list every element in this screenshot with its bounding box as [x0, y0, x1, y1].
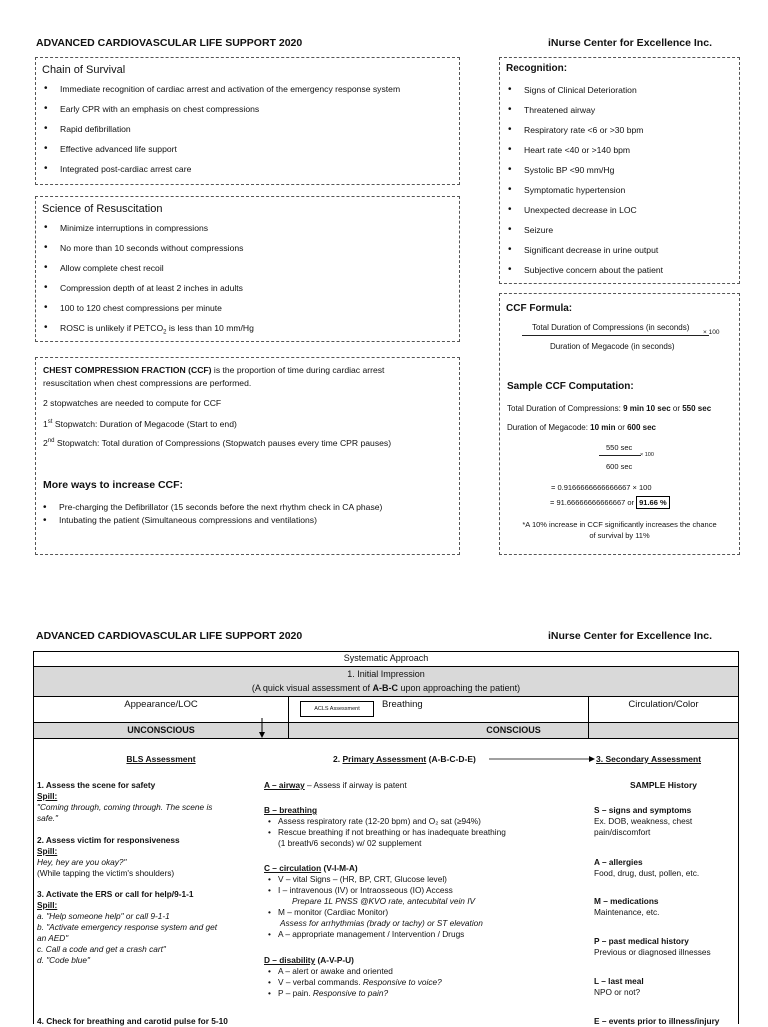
circulation-post: (V-I-M-A)	[321, 863, 358, 873]
sample-a-l1: Food, drug, dust, pollen, etc.	[594, 868, 700, 878]
circulation-v-text: V – vital Signs – (HR, BP, CRT, Glucose level)	[278, 874, 447, 884]
ccf-def-bold: CHEST COMPRESSION FRACTION (CCF)	[43, 365, 212, 375]
rosc-text-pre: ROSC is unlikely if PETCO	[60, 323, 164, 333]
page1-header-right: iNurse Center for Excellence Inc.	[548, 37, 712, 49]
list-item: • Pre-charging the Defibrillator (15 seconds before the next rhythm check in CA phase)	[35, 501, 382, 514]
circulation-item-m-note: Assess for arrhythmias (brady or tachy) or ST elevation	[280, 918, 483, 928]
sub-post: upon approaching the patient)	[397, 683, 521, 693]
spill-label: Spill:	[37, 900, 58, 910]
sample-l-l1: NPO or not?	[594, 987, 641, 997]
disability-post: (A-V-P-U)	[315, 955, 354, 965]
list-item: • Threatened airway	[500, 100, 739, 120]
note-line1: *A 10% increase in CCF significantly increases the chance	[522, 520, 717, 529]
sw1-sup: st	[47, 419, 53, 426]
sample-s-title: S – signs and symptoms	[594, 805, 692, 815]
sample-history-title: SAMPLE History	[629, 780, 698, 790]
sample-s-l1: Ex. DOB, weakness, chest	[594, 816, 693, 826]
bls-step4-title: 4. Check for breathing and carotid pulse for 5-10	[37, 1016, 228, 1026]
list-item: • Rapid defibrillation	[36, 119, 459, 139]
total-or: or	[670, 404, 683, 413]
bls-step1-l2: safe."	[37, 813, 58, 823]
unconscious-label: UNCONSCIOUS	[127, 725, 195, 735]
circulation-item-m: • M – monitor (Cardiac Monitor)	[268, 907, 389, 917]
list-item: • Symptomatic hypertension	[500, 180, 739, 200]
circulation-i-text: I – intravenous (IV) or Intraosseous (IO) Access	[278, 885, 453, 895]
list-item: • Signs of Clinical Deterioration	[500, 80, 739, 100]
table-title: Systematic Approach	[343, 653, 429, 663]
circulation-label: C – circulation	[264, 863, 322, 873]
total-val: 9 min 10 sec	[623, 404, 671, 413]
science-title: Science of Resuscitation	[42, 203, 163, 215]
bls-assessment-title: BLS Assessment	[126, 754, 196, 764]
sample-title: Sample CCF Computation:	[507, 381, 634, 392]
eq1: = 0.9166666666666667 × 100	[551, 483, 652, 492]
chain-title: Chain of Survival	[42, 64, 126, 76]
total-label: Total Duration of Compressions:	[507, 404, 624, 413]
dur-sec: 600 sec	[627, 423, 656, 432]
list-item: • Early CPR with an emphasis on chest compressions	[36, 99, 459, 119]
formula-numerator: Total Duration of Compressions (in seconds)	[532, 323, 690, 332]
initial-impression-title: 1. Initial Impression	[347, 669, 425, 679]
circulation-item-i-note: Prepare 1L PNSS @KVO rate, antecubital vein IV	[292, 896, 476, 906]
rosc-text-post: is less than 10 mm/Hg	[166, 323, 254, 333]
down-arrow-head	[259, 732, 265, 738]
primary-u: Primary Assessment	[342, 754, 427, 764]
bls-step3-title: 3. Activate the ERS or call for help/9-1-1	[37, 889, 194, 899]
frac-num: 550 sec	[606, 443, 633, 452]
sw1-text: Stopwatch: Duration of Megacode (Start to end)	[52, 419, 237, 429]
sw2-num: 2	[43, 438, 48, 448]
disability-p-italic: Responsive to pain?	[312, 988, 389, 998]
sample-l-title: L – last meal	[594, 976, 644, 986]
list-item: • Subjective concern about the patient	[500, 260, 739, 280]
page1-header-left: ADVANCED CARDIOVASCULAR LIFE SUPPORT 2020	[36, 37, 303, 49]
primary-assessment-title	[333, 754, 476, 764]
sample-m-l1: Maintenance, etc.	[594, 907, 660, 917]
spill-label: Spill:	[37, 846, 58, 856]
list-item: • Respiratory rate <6 or >30 bpm	[500, 120, 739, 140]
airway-rest: – Assess if airway is patent	[304, 780, 407, 790]
disability-item-v: • V – verbal commands. Responsive to voice?	[268, 977, 442, 987]
bls-step3-d: d. "Code blue"	[37, 955, 90, 965]
ccf-stopwatches: 2 stopwatches are needed to compute for CCF	[43, 398, 222, 408]
list-item: • 100 to 120 chest compressions per minute	[36, 298, 459, 318]
sub-bold: A-B-C	[372, 683, 398, 693]
bls-step3-a: a. "Help someone help" or call 9-1-1	[37, 911, 170, 921]
sw2-text: Stopwatch: Total duration of Compressions (Stopwatch pauses every time CPR pauses)	[54, 438, 392, 448]
spill-label: Spill:	[37, 791, 58, 801]
list-item: • Unexpected decrease in LOC	[500, 200, 739, 220]
bls-step2-l1: Hey, hey are you okay?"	[37, 857, 127, 867]
airway-line	[264, 780, 407, 791]
bls-step3-b2: an AED"	[37, 933, 69, 943]
frac-den: 600 sec	[606, 462, 633, 471]
sample-e-title: E – events prior to illness/injury	[594, 1016, 720, 1026]
disability-label: D – disability	[264, 955, 316, 965]
list-item: • Compression depth of at least 2 inches in adults	[36, 278, 459, 298]
breathing-item-2b: (1 breath/6 seconds) w/ 02 supplement	[278, 838, 422, 848]
disability-item-a: • A – alert or awake and oriented	[268, 966, 393, 976]
sub-pre: (A quick visual assessment of	[251, 683, 373, 693]
primary-pre: 2.	[333, 754, 343, 764]
dur-val: 10 min	[590, 423, 616, 432]
primary-post: (A-B-C-D-E)	[426, 754, 476, 764]
formula-title: CCF Formula:	[506, 303, 573, 314]
bls-step3-b1: b. "Activate emergency response system and get	[37, 922, 218, 932]
breathing-item-2: • Rescue breathing if not breathing or has inadequate breathing	[268, 827, 506, 837]
col-circulation: Circulation/Color	[628, 699, 699, 710]
list-item: • No more than 10 seconds without compressions	[36, 238, 459, 258]
circulation-item-i: • I – intravenous (IV) or Intraosseous (IO) Access	[268, 885, 453, 895]
frac-times: × 100	[640, 452, 654, 458]
circulation-line	[264, 863, 358, 874]
eq2-result-box: 91.66 %	[636, 496, 670, 509]
ccf-def-rest: is the proportion of time during cardiac arrest	[211, 365, 385, 375]
sw1-num: 1	[43, 419, 48, 429]
breathing-item-1-text: Assess respiratory rate (12-20 bpm) and O₂ sat (≥94%)	[278, 816, 481, 826]
list-item: • Allow complete chest recoil	[36, 258, 459, 278]
note-line2: of survival by 11%	[589, 531, 650, 540]
conscious-label: CONSCIOUS	[486, 725, 541, 735]
breathing-label: B – breathing	[264, 805, 318, 815]
breathing-item-1: • Assess respiratory rate (12-20 bpm) and O₂ sat (≥94%)	[268, 816, 481, 826]
bls-step2-l2: (While tapping the victim's shoulders)	[37, 868, 175, 878]
breathing-item-2-text: Rescue breathing if not breathing or has inadequate breathing	[278, 827, 506, 837]
circulation-item-v: • V – vital Signs – (HR, BP, CRT, Glucose level)	[268, 874, 447, 884]
formula-times100: × 100	[703, 329, 720, 336]
formula-denominator: Duration of Megacode (in seconds)	[550, 342, 675, 351]
sample-p-l1: Previous or diagnosed illnesses	[594, 947, 711, 957]
bls-step1-l1: "Coming through, coming through. The scene is	[37, 802, 213, 812]
bls-step1-title: 1. Assess the scene for safety	[37, 780, 156, 790]
list-item: • Heart rate <40 or >140 bpm	[500, 140, 739, 160]
total-sec: 550 sec	[682, 404, 712, 413]
disability-line	[264, 955, 354, 966]
dur-or: or	[615, 423, 628, 432]
secondary-assessment-title: 3. Secondary Assessment	[596, 754, 702, 764]
disability-v-text: V – verbal commands.	[278, 977, 363, 987]
dur-label: Duration of Megacode:	[507, 423, 591, 432]
eq2-pre: = 91.66666666666667 or	[550, 498, 637, 507]
list-item: • Seizure	[500, 220, 739, 240]
list-item: • Significant decrease in urine output	[500, 240, 739, 260]
recognition-title: Recognition:	[506, 63, 568, 74]
sw2-sup: nd	[47, 438, 55, 445]
sample-a-title: A – allergies	[594, 857, 643, 867]
circulation-a-text: A – appropriate management / Intervention / Drugs	[278, 929, 465, 939]
list-item: • Systolic BP <90 mm/Hg	[500, 160, 739, 180]
page2-header-right: iNurse Center for Excellence Inc.	[548, 630, 712, 642]
list-item: • Effective advanced life support	[36, 139, 459, 159]
disability-a-text: A – alert or awake and oriented	[278, 966, 393, 976]
col-appearance: Appearance/LOC	[124, 699, 198, 710]
disability-p-text: P – pain.	[278, 988, 313, 998]
sample-s-l2: pain/discomfort	[594, 827, 651, 837]
list-item: • Intubating the patient (Simultaneous compressions and ventilations)	[35, 514, 382, 527]
list-item: • Immediate recognition of cardiac arrest and activation of the emergency response system	[36, 79, 459, 99]
acls-assessment-tag: ACLS Assessment	[300, 701, 374, 717]
circulation-m-text: M – monitor (Cardiac Monitor)	[278, 907, 389, 917]
circulation-item-a: • A – appropriate management / Intervention / Drugs	[268, 929, 465, 939]
right-arrow-head	[589, 756, 595, 762]
disability-item-p: • P – pain. Responsive to pain?	[268, 988, 389, 998]
bls-step2-title: 2. Assess victim for responsiveness	[37, 835, 180, 845]
rosc-sub: 2	[163, 329, 167, 336]
airway-label: A – airway	[264, 780, 305, 790]
sample-p-title: P – past medical history	[594, 936, 689, 946]
list-item: • Integrated post-cardiac arrest care	[36, 159, 459, 179]
disability-v-italic: Responsive to voice?	[362, 977, 442, 987]
bls-step3-c: c. Call a code and get a crash cart"	[37, 944, 166, 954]
ccf-def-line2: resuscitation when chest compressions are performed.	[43, 378, 252, 388]
sample-m-title: M – medications	[594, 896, 659, 906]
col-breathing: Breathing	[382, 699, 423, 710]
more-ways-title: More ways to increase CCF:	[43, 479, 184, 491]
page2-header-left: ADVANCED CARDIOVASCULAR LIFE SUPPORT 2020	[36, 630, 303, 642]
list-item: • Minimize interruptions in compressions	[36, 218, 459, 238]
